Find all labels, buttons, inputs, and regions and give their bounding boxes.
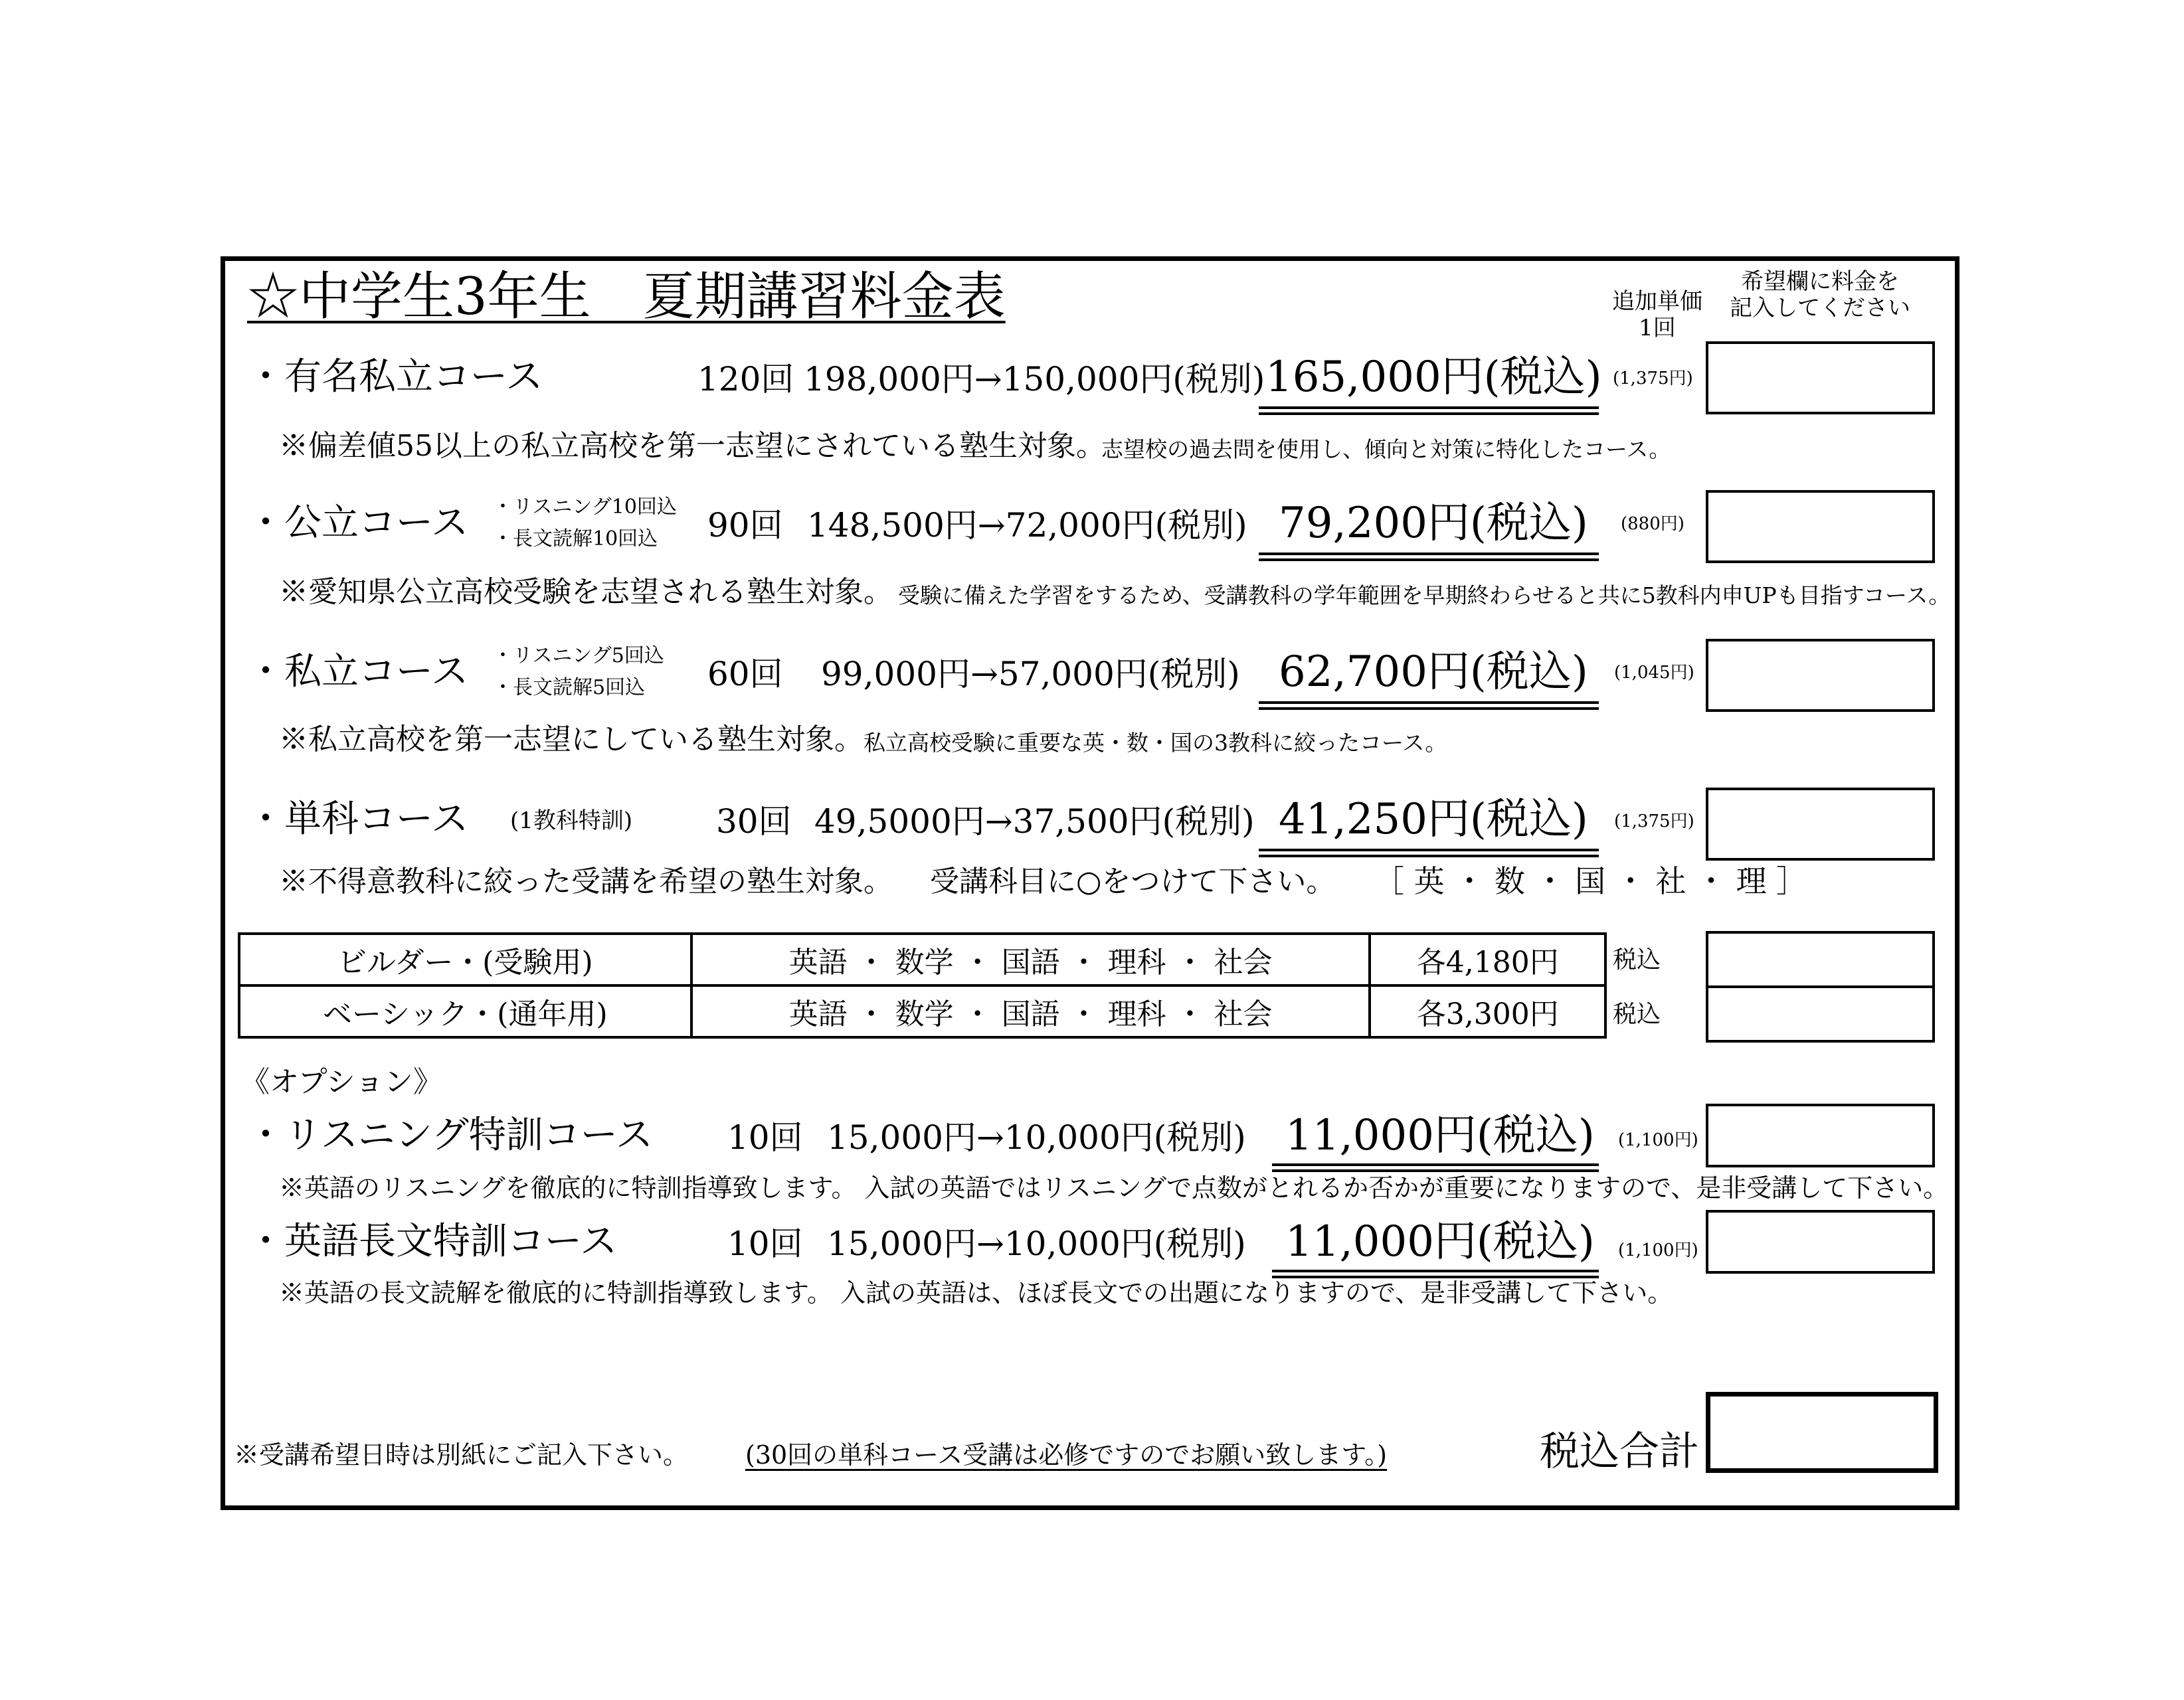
course-name: ・公立コース bbox=[247, 501, 469, 545]
course-unit-price: (880円) bbox=[1621, 514, 1684, 534]
course-name: ・私立コース bbox=[247, 650, 469, 693]
course-price-tax: 79,200円(税込) bbox=[1279, 499, 1588, 548]
option-unit-price: (1,100円) bbox=[1618, 1240, 1698, 1260]
course-price: 198,000円→150,000円(税別) bbox=[804, 360, 1265, 398]
unit-price-header bbox=[1607, 288, 1707, 341]
double-underline bbox=[1259, 849, 1599, 857]
table-row bbox=[239, 985, 1605, 1037]
request-input-box[interactable] bbox=[1706, 985, 1935, 1043]
request-input-box[interactable] bbox=[1706, 639, 1935, 712]
double-underline bbox=[1272, 1270, 1599, 1278]
course-sub: ・長文読解10回込 bbox=[493, 527, 658, 551]
request-input-box[interactable] bbox=[1706, 1210, 1935, 1274]
request-input-box[interactable] bbox=[1706, 1104, 1935, 1167]
course-note: ※私立高校を第一志望にしている塾生対象。 bbox=[279, 722, 864, 756]
workbook-name: ベーシック・(通年用) bbox=[239, 985, 691, 1037]
request-input-box[interactable] bbox=[1706, 490, 1935, 563]
option-price: 15,000円→10,000円(税別) bbox=[827, 1118, 1246, 1157]
option-count: 10回 bbox=[727, 1118, 803, 1157]
request-input-box[interactable] bbox=[1706, 931, 1935, 988]
workbook-subjects: 英語 ・ 数学 ・ 国語 ・ 理科 ・ 社会 bbox=[691, 985, 1370, 1037]
course-price: 148,500円→72,000円(税別) bbox=[807, 506, 1247, 545]
course-note-detail: 受講科目に○をつけて下さい。 bbox=[930, 865, 1336, 898]
option-note: ※英語の長文読解を徹底的に特訓指導致します。 入試の英語は、ほぼ長文での出題になりますので、是非受講して下さい。 bbox=[279, 1278, 1673, 1308]
course-price-tax: 165,000円(税込) bbox=[1265, 353, 1602, 402]
workbook-subjects: 英語 ・ 数学 ・ 国語 ・ 理科 ・ 社会 bbox=[691, 934, 1370, 985]
option-count: 10回 bbox=[727, 1225, 803, 1263]
unit-price-header-line1: 追加単価 bbox=[1612, 288, 1702, 315]
footer-note: ※受講希望日時は別紙にご記入下さい。 bbox=[234, 1440, 689, 1470]
request-header bbox=[1714, 268, 1926, 321]
workbook-name: ビルダー・(受験用) bbox=[239, 934, 691, 985]
request-header-line1: 希望欄に料金を bbox=[1741, 268, 1899, 295]
course-count: 30回 bbox=[716, 802, 792, 841]
course-unit-price: (1,045円) bbox=[1614, 663, 1694, 683]
option-unit-price: (1,100円) bbox=[1618, 1130, 1698, 1150]
course-price-tax: 62,700円(税込) bbox=[1279, 647, 1588, 697]
workbook-price: 各3,300円 bbox=[1370, 985, 1605, 1037]
page-title: ☆中学生3年生 夏期講習料金表 bbox=[247, 267, 1006, 327]
workbook-table bbox=[238, 932, 1607, 1039]
option-price: 15,000円→10,000円(税別) bbox=[827, 1225, 1246, 1263]
course-count: 120回 bbox=[697, 360, 794, 398]
unit-price-header-line2: 1回 bbox=[1639, 315, 1676, 341]
course-sub: (1教科特訓) bbox=[510, 808, 633, 834]
request-header-line2: 記入してください bbox=[1730, 295, 1910, 321]
course-count: 90回 bbox=[707, 506, 783, 545]
course-note-detail: 受験に備えた学習をするため、受講教科の学年範囲を早期終わらせると共に5教科内申UPも目指すコース。 bbox=[898, 582, 1951, 608]
course-sub: ・長文読解5回込 bbox=[493, 676, 646, 699]
course-note: ※偏差値55以上の私立高校を第一志望にされている塾生対象。 bbox=[279, 429, 1105, 463]
double-underline bbox=[1259, 406, 1599, 415]
footer-note-underlined: (30回の単科コース受講は必修ですのでお願い致します。) bbox=[745, 1440, 1388, 1470]
option-heading: 《オプション》 bbox=[240, 1065, 443, 1099]
course-note: ※愛知県公立高校受験を志望される塾生対象。 bbox=[279, 575, 893, 609]
course-count: 60回 bbox=[707, 655, 783, 693]
course-note: ※不得意教科に絞った受講を希望の塾生対象。 bbox=[279, 865, 893, 898]
total-label: 税込合計 bbox=[1540, 1428, 1699, 1475]
workbook-price: 各4,180円 bbox=[1370, 934, 1605, 985]
course-price-tax: 41,250円(税込) bbox=[1279, 795, 1588, 844]
course-note-detail: 志望校の過去問を使用し、傾向と対策に特化したコース。 bbox=[1101, 436, 1671, 462]
course-name: ・単科コース bbox=[247, 798, 469, 841]
course-unit-price: (1,375円) bbox=[1614, 811, 1694, 831]
option-name: ・リスニング特訓コース bbox=[247, 1114, 653, 1157]
double-underline bbox=[1272, 1163, 1599, 1172]
course-unit-price: (1,375円) bbox=[1613, 369, 1693, 388]
workbook-tax-label: 税込 bbox=[1613, 1001, 1661, 1028]
course-sub: ・リスニング10回込 bbox=[493, 495, 677, 519]
option-price-tax: 11,000円(税込) bbox=[1285, 1217, 1595, 1266]
double-underline bbox=[1259, 701, 1599, 710]
option-name: ・英語長文特訓コース bbox=[247, 1220, 618, 1263]
course-price: 99,000円→57,000円(税別) bbox=[821, 655, 1240, 693]
double-underline bbox=[1259, 552, 1599, 561]
option-note: ※英語のリスニングを徹底的に特訓指導致します。 入試の英語ではリスニングで点数がとれるか否かが重要になりますので、是非受講して下さい。 bbox=[279, 1173, 1949, 1203]
course-name: ・有名私立コース bbox=[247, 355, 543, 398]
course-note-detail: 私立高校受験に重要な英・数・国の3教科に絞ったコース。 bbox=[864, 730, 1447, 756]
course-price: 49,5000円→37,500円(税別) bbox=[814, 802, 1255, 841]
request-input-box[interactable] bbox=[1706, 788, 1935, 861]
subject-choices[interactable]: ［ 英 ・ 数 ・ 国 ・ 社 ・ 理 ］ bbox=[1374, 863, 1807, 899]
request-input-box[interactable] bbox=[1706, 341, 1935, 414]
table-row bbox=[239, 934, 1605, 985]
course-sub: ・リスニング5回込 bbox=[493, 644, 664, 667]
workbook-tax-label: 税込 bbox=[1613, 946, 1661, 974]
option-price-tax: 11,000円(税込) bbox=[1285, 1111, 1595, 1160]
total-input-box[interactable] bbox=[1706, 1392, 1938, 1473]
